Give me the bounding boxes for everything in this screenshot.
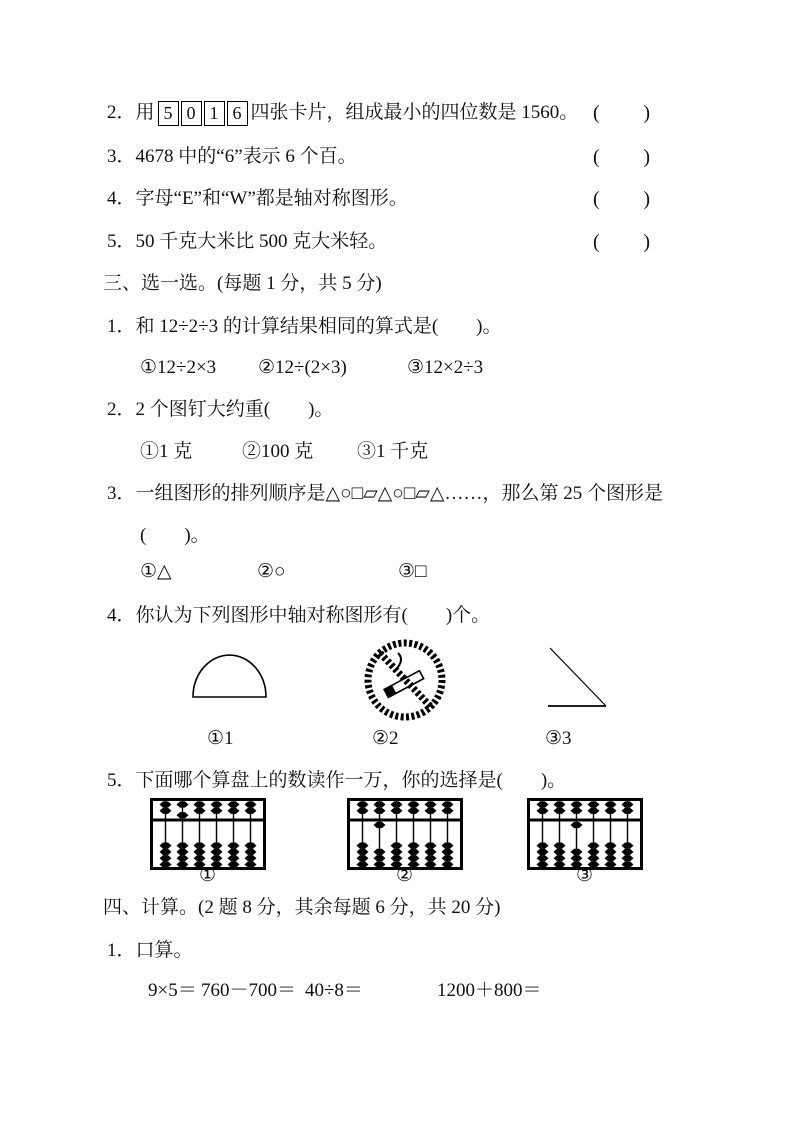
q2-option-2: ②100 克 (242, 441, 314, 462)
q4-option-3: ③3 (545, 728, 572, 749)
judge-item-2-answer-blank (593, 100, 650, 126)
judge-item-3-num: 3． (107, 146, 136, 167)
choice-q1: 1．和 12÷2÷3 的计算结果相同的算式是( )。 (107, 316, 502, 337)
q4-option-2: ②2 (372, 728, 399, 749)
semicircle-shape (190, 650, 268, 700)
expression-3: 40÷8＝ (305, 980, 363, 1001)
q3-option-3: ③□ (398, 561, 427, 582)
q1-option-1: ①12÷2×3 (140, 357, 217, 378)
paren-close: ) (643, 146, 650, 168)
judge-item-5-num: 5． (107, 231, 136, 252)
q2-option-3: ③1 千克 (357, 441, 429, 462)
choice-q5: 5．下面哪个算盘上的数读作一万，你的选择是( )。 (107, 770, 567, 791)
expression-2: 760－700＝ (201, 980, 297, 1001)
paren-open: ( (593, 188, 600, 210)
judge-item-2-after: 四张卡片，组成最小的四位数是 1560。 (250, 102, 579, 123)
judge-item-4-answer-blank (593, 186, 650, 212)
abacus-1 (150, 798, 266, 870)
judge-item-4-num: 4． (107, 188, 136, 209)
judge-item-5-text: 50 千克大米比 500 克大米轻。 (135, 231, 388, 252)
no-smoking-sign (362, 637, 448, 723)
expression-4: 1200＋800＝ (437, 980, 542, 1001)
expression-1: 9×5＝ (148, 980, 197, 1001)
paren-close: ) (643, 231, 650, 253)
judge-item-4 (107, 186, 408, 212)
q1-option-2: ②12÷(2×3) (258, 357, 347, 378)
angle-shape (546, 646, 608, 708)
section-4-title: 四、计算。(2 题 8 分，其余每题 6 分，共 20 分) (103, 897, 501, 918)
digit-card-5: 5 (158, 101, 179, 126)
calc-q1-label: 1．口算。 (107, 940, 193, 961)
abacus-2 (347, 798, 463, 870)
digit-card-6: 6 (227, 101, 248, 126)
digit-card-1: 1 (204, 101, 225, 126)
abacus-2-label: ② (396, 865, 414, 886)
q4-option-1: ①1 (207, 728, 234, 749)
abacus-3 (527, 798, 643, 870)
judge-item-2-num: 2． (107, 102, 136, 123)
section-3-title: 三、选一选。(每题 1 分，共 5 分) (103, 273, 382, 294)
judge-item-5-answer-blank (593, 229, 650, 255)
paren-open: ( (593, 231, 600, 253)
paren-open: ( (593, 146, 600, 168)
choice-q4: 4．你认为下列图形中轴对称图形有( )个。 (107, 605, 491, 626)
choice-q2: 2．2 个图钉大约重( )。 (107, 399, 334, 420)
paren-close: ) (643, 188, 650, 210)
judge-item-2-before: 用 (135, 102, 155, 123)
q1-option-3: ③12×2÷3 (407, 357, 484, 378)
choice-q3-line1: 3．一组图形的排列顺序是△○□▱△○□▱△……，那么第 25 个图形是 (107, 483, 663, 504)
q3-option-1: ①△ (140, 561, 172, 582)
judge-item-4-text: 字母“E”和“W”都是轴对称图形。 (135, 188, 408, 209)
judge-item-3-text: 4678 中的“6”表示 6 个百。 (135, 146, 357, 167)
judge-item-5 (107, 229, 387, 255)
q2-option-1: ①1 克 (140, 441, 193, 462)
paren-close: ) (643, 102, 650, 124)
digit-cards (157, 102, 249, 123)
q3-option-2: ②○ (257, 561, 286, 582)
abacus-1-label: ① (199, 865, 217, 886)
choice-q3-line2: ( )。 (140, 525, 210, 546)
judge-item-3-answer-blank (593, 144, 650, 170)
abacus-3-label: ③ (576, 865, 594, 886)
judge-item-2 (107, 100, 578, 126)
paren-open: ( (593, 102, 600, 124)
digit-card-0: 0 (181, 101, 202, 126)
judge-item-3 (107, 144, 357, 170)
